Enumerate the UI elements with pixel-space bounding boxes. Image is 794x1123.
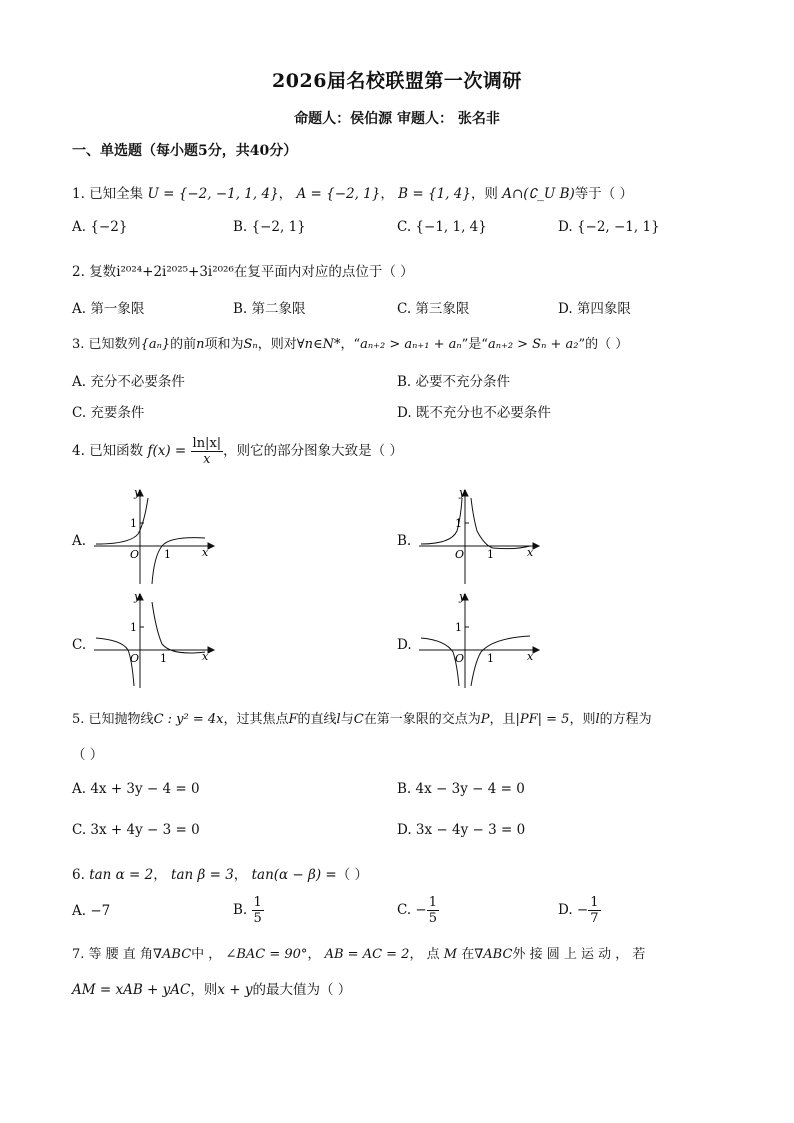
vector-equation: AM = xAB + yAC — [72, 982, 191, 998]
side-lengths: AB = AC = 2 — [324, 947, 410, 962]
question-number: 6. — [72, 867, 85, 883]
q1-option-a[interactable]: A. {−2} — [72, 219, 128, 235]
fraction-denominator: 5 — [253, 911, 262, 926]
point-m: M — [443, 947, 458, 962]
page-title: 2026届名校联盟第一次调研 — [272, 70, 522, 92]
q3-option-b[interactable]: B. 必要不充分条件 — [397, 374, 511, 390]
section-heading: 一、单选题（每小题5分，共40分） — [72, 143, 298, 159]
tick-x-one: 1 — [160, 652, 167, 665]
option-label: D. − — [558, 902, 589, 918]
angle: ∠BAC = 90° — [225, 947, 308, 962]
question-text: ，则对 — [257, 337, 297, 352]
tick-y-one: 1 — [130, 621, 137, 634]
q2-option-a[interactable]: A. 第一象限 — [72, 301, 145, 317]
question-text: 项和为 — [204, 337, 244, 352]
question-text: 外 接 圆 上 运 动 ， 若 — [512, 947, 646, 962]
fraction-numerator: ln|x| — [192, 436, 222, 451]
q4-option-d[interactable]: D. — [397, 637, 412, 653]
q5-option-b[interactable]: B. 4x − 3y − 4 = 0 — [397, 781, 525, 797]
question-text: 的直线 — [297, 712, 337, 727]
question-number: 1. — [72, 186, 85, 202]
question-text: 已知数列 — [88, 337, 141, 352]
distance-pf: |PF| = 5 — [515, 712, 570, 727]
question-text: ，则 — [470, 186, 498, 202]
axis-x-label: x — [202, 650, 209, 663]
condition-2: aₙ₊₂ > Sₙ + a₂ — [487, 337, 579, 352]
tick-x-one: 1 — [164, 548, 171, 561]
line-l: l — [595, 712, 600, 727]
question-text: ，且 — [489, 712, 516, 727]
fraction-numerator: 1 — [253, 895, 262, 910]
authors-line: 命题人：侯伯源 审题人： 张名非 — [294, 111, 500, 127]
question-text: ，则 — [190, 982, 218, 998]
sequence: {aₙ} — [140, 337, 171, 352]
tick-x-one: 1 — [487, 548, 494, 561]
q2-option-d[interactable]: D. 第四象限 — [558, 301, 631, 317]
question-text: 中 ， — [191, 947, 222, 962]
quantifier: ∀n∈N* — [296, 337, 341, 352]
q5-option-d[interactable]: D. 3x − 4y − 3 = 0 — [397, 822, 526, 838]
q6-option-a[interactable]: A. −7 — [72, 903, 111, 919]
line-l: l — [336, 712, 341, 727]
question-4 — [72, 436, 403, 467]
graph-c[interactable] — [90, 590, 220, 690]
tan-alpha: tan α = 2 — [89, 867, 154, 883]
fraction — [427, 895, 439, 926]
question-number: 4. — [72, 443, 85, 459]
axis-y-label: y — [134, 486, 141, 499]
tan-beta: tan β = 3 — [171, 867, 234, 883]
curve-c: C — [353, 712, 364, 727]
triangle: ∇ABC — [152, 947, 192, 962]
q6-option-c[interactable] — [397, 895, 439, 926]
graph-d[interactable] — [415, 590, 545, 690]
function-name: f(x) = — [147, 443, 187, 459]
tick-x-one: 1 — [487, 652, 494, 665]
point-p: P — [480, 712, 490, 727]
question-3 — [72, 333, 628, 352]
q6-option-d[interactable] — [558, 895, 601, 926]
q4-option-a[interactable]: A. — [72, 533, 87, 549]
q4-option-c[interactable]: C. — [72, 637, 87, 653]
option-label: C. − — [397, 902, 427, 918]
set-u: U = {−2, −1, 1, 4} — [147, 186, 279, 202]
tick-y-one: 1 — [455, 517, 462, 530]
origin-label: O — [455, 652, 465, 665]
question-text: ，“ — [340, 337, 361, 352]
question-text: 的最大值为（ ） — [252, 982, 352, 998]
question-number: 2. — [72, 264, 85, 280]
sum-sn: Sₙ — [243, 337, 258, 352]
question-text: ，则它的部分图象大致是（ ） — [223, 443, 403, 459]
q3-option-a[interactable]: A. 充分不必要条件 — [72, 374, 185, 390]
question-text: 在 — [461, 947, 475, 962]
axis-y-label: y — [459, 486, 466, 499]
axis-x-label: x — [527, 546, 534, 559]
fraction-denominator: 7 — [590, 911, 599, 926]
q6-option-b[interactable] — [233, 895, 264, 926]
fraction — [252, 895, 264, 926]
axis-x-label: x — [527, 650, 534, 663]
question-1: 1. 已知全集 U = {−2, −1, 1, 4}， A = {−2, 1}， B = {1, 4}，则 A∩(∁_U B)等于（ ） — [72, 186, 634, 202]
q1-option-c[interactable]: C. {−1, 1, 4} — [397, 219, 487, 235]
tick-y-one: 1 — [130, 517, 137, 530]
q5-option-a[interactable]: A. 4x + 3y − 4 = 0 — [72, 781, 200, 797]
q2-option-b[interactable]: B. 第二象限 — [233, 301, 306, 317]
question-6: 6. tan α = 2， tan β = 3， tan(α − β) =（ ） — [72, 867, 369, 883]
q4-option-b[interactable]: B. — [397, 533, 412, 549]
triangle: ∇ABC — [474, 947, 513, 962]
set-b: B = {1, 4} — [398, 186, 471, 202]
complex-expression: i²⁰²⁴+2i²⁰²⁵+3i²⁰²⁶ — [116, 264, 234, 280]
question-text: ，过其焦点 — [223, 712, 289, 727]
question-text: 在复平面内对应的点位于（ ） — [233, 264, 414, 280]
question-text: 的前 — [170, 337, 197, 352]
function-fraction — [191, 436, 224, 467]
q5-paren: （ ） — [72, 747, 104, 763]
graph-b[interactable] — [415, 486, 545, 586]
tick-y-one: 1 — [455, 621, 462, 634]
axis-y-label: y — [134, 590, 141, 603]
axis-x-label: x — [202, 546, 209, 559]
question-text: ， — [307, 947, 321, 962]
question-text: 等于（ ） — [574, 186, 634, 202]
question-text: ”的（ ） — [578, 337, 629, 352]
q5-option-c[interactable]: C. 3x + 4y − 3 = 0 — [72, 822, 200, 838]
origin-label: O — [130, 652, 140, 665]
graph-a[interactable] — [90, 486, 220, 586]
question-number: 3. — [72, 337, 85, 352]
origin-label: O — [130, 548, 140, 561]
tan-difference: tan(α − β) = — [251, 867, 337, 883]
expression-x-plus-y: x + y — [217, 982, 253, 998]
question-text: ”是“ — [461, 337, 488, 352]
origin-label: O — [455, 548, 465, 561]
question-text: 复数 — [89, 264, 117, 280]
fraction — [588, 895, 600, 926]
option-label: B. — [233, 902, 248, 918]
q1-option-b[interactable]: B. {−2, 1} — [233, 219, 306, 235]
fraction-denominator: 5 — [428, 911, 438, 926]
parabola-equation: C : y² = 4x — [153, 712, 224, 727]
question-number: 7. — [72, 947, 85, 962]
question-text: 已知全集 — [89, 186, 144, 202]
question-text: ，则 — [569, 712, 596, 727]
question-number: 5. — [72, 712, 85, 727]
q1-option-d[interactable]: D. {−2, −1, 1} — [558, 219, 660, 235]
question-text: 与 — [340, 712, 354, 727]
question-7-line-2 — [72, 978, 351, 998]
q2-option-c[interactable]: C. 第三象限 — [397, 301, 470, 317]
question-2 — [72, 260, 414, 280]
question-text: 已知函数 — [89, 443, 144, 459]
fraction-numerator: 1 — [428, 895, 438, 910]
q3-option-c[interactable]: C. 充要条件 — [72, 405, 145, 421]
question-text: ， 点 — [409, 947, 440, 962]
fraction-numerator: 1 — [590, 895, 599, 910]
question-5 — [72, 708, 652, 727]
condition-1: aₙ₊₂ > aₙ₊₁ + aₙ — [360, 337, 462, 352]
focus-f: F — [288, 712, 298, 727]
axis-y-label: y — [459, 590, 466, 603]
question-text: 在第一象限的交点为 — [363, 712, 481, 727]
question-text: 的方程为 — [599, 712, 652, 727]
question-text: 已知抛物线 — [88, 712, 154, 727]
question-7 — [72, 943, 645, 962]
question-text: 等 腰 直 角 — [88, 947, 153, 962]
set-expression: A∩(∁_U B) — [502, 186, 575, 202]
question-text: （ ） — [336, 867, 369, 883]
fraction-denominator: x — [203, 452, 211, 467]
q3-option-d[interactable]: D. 既不充分也不必要条件 — [397, 405, 551, 421]
variable-n: n — [196, 337, 205, 352]
set-a: A = {−2, 1} — [296, 186, 381, 202]
